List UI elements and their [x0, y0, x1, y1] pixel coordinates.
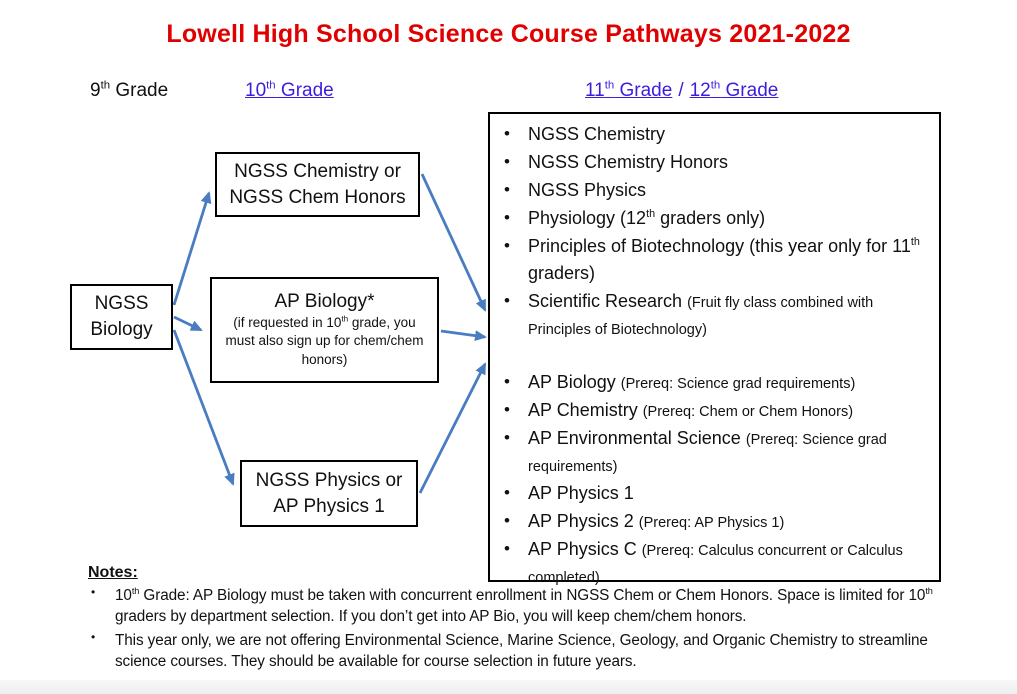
page-title: Lowell High School Science Course Pathways 2021-2022 — [166, 20, 851, 48]
node-ngss-chemistry — [215, 152, 420, 217]
course-item: • NGSS Physics — [498, 177, 929, 204]
chem-label-line1: NGSS Chemistry or — [234, 160, 401, 182]
note-item: • This year only, we are not offering Environmental Science, Marine Science, Geology, and Organic Chemistry to streamline science courses. They should be available for course selection in future years. — [88, 630, 976, 672]
course-item: • Physiology (12th graders only) — [498, 205, 929, 232]
node-ap-biology — [210, 277, 439, 383]
arrow-apbio-to-courses — [441, 331, 485, 337]
physics-label-line1: NGSS Physics or — [255, 469, 403, 491]
arrow-biology-to-chem — [174, 193, 209, 305]
arrow-biology-to-apbio — [174, 317, 201, 330]
course-item: • AP Environmental Science (Prereq: Science grad requirements) — [498, 425, 929, 479]
bottom-edge-strip — [0, 680, 1017, 694]
chem-label-line2: NGSS Chem Honors — [229, 186, 406, 208]
ap-biology-title: AP Biology* — [274, 291, 375, 313]
grade-11-link[interactable]: 11th Grade — [585, 79, 673, 101]
physics-label-line2: AP Physics 1 — [273, 495, 385, 517]
course-item: • AP Physics 1 — [498, 480, 929, 507]
arrow-physics-to-courses — [420, 364, 485, 493]
notes-list — [88, 585, 976, 672]
node-ngss-biology — [70, 284, 173, 350]
course-item: • AP Biology (Prereq: Science grad requirements) — [498, 369, 929, 396]
course-item: • NGSS Chemistry — [498, 121, 929, 148]
notes-heading: Notes: — [88, 564, 138, 581]
notes-section — [88, 564, 976, 675]
course-item: • Scientific Research (Fruit fly class combined with Principles of Biotechnology) — [498, 288, 929, 342]
ap-biology-subtitle: (if requested in 10th grade, you must also sign up for chem/chem honors) — [225, 314, 424, 367]
grade-12-link[interactable]: 12th Grade — [689, 79, 779, 101]
course-item: • AP Chemistry (Prereq: Chem or Chem Honors) — [498, 397, 929, 424]
node-ngss-physics — [240, 460, 418, 527]
grade-separator: / — [678, 80, 684, 101]
grade-10-link[interactable]: 10th Grade — [245, 79, 334, 101]
ngss-biology-label: NGSS Biology — [90, 293, 153, 340]
grade-9-label: 9th Grade — [90, 79, 169, 101]
course-list-box — [488, 112, 941, 586]
course-item: • AP Physics C (Prereq: Calculus concurrent or Calculus completed) — [498, 536, 929, 590]
ap-course-list — [498, 369, 929, 590]
course-item: • Principles of Biotechnology (this year only for 11th graders) — [498, 233, 929, 287]
core-course-list — [498, 121, 929, 342]
grade-11-12-header — [585, 80, 778, 102]
note-item: • 10th Grade: AP Biology must be taken with concurrent enrollment in NGSS Chem or Chem Honors. Space is limited for 10th graders by department selection. If you don’t get into AP Bio, you will keep chem/chem honors. — [88, 585, 976, 627]
course-item: • NGSS Chemistry Honors — [498, 149, 929, 176]
course-item: • AP Physics 2 (Prereq: AP Physics 1) — [498, 508, 929, 535]
